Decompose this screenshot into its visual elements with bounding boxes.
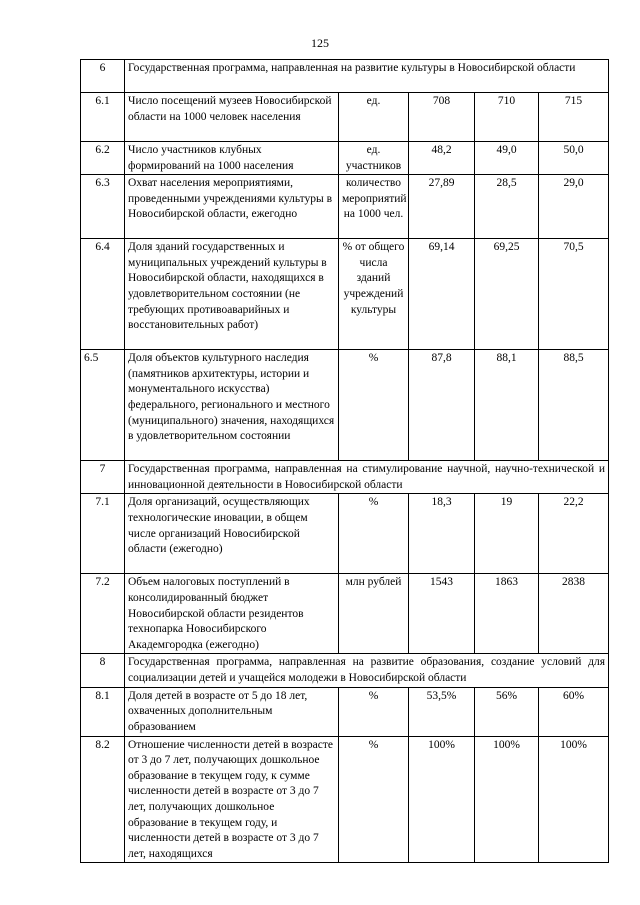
indicator-value-2: 710 xyxy=(475,93,539,142)
indicator-unit: % от общего числа зданий учреждений культуры xyxy=(339,239,409,350)
indicator-value-1: 1543 xyxy=(409,574,475,654)
indicator-name: Число посещений музеев Новосибирской области на 1000 человек населения xyxy=(125,93,339,142)
indicator-value-2: 49,0 xyxy=(475,142,539,175)
indicator-unit: ед. участников xyxy=(339,142,409,175)
row-number: 7.1 xyxy=(81,494,125,574)
indicator-name: Доля зданий государственных и муниципальных учреждений культуры в Новосибирской области, находящихся в удовлетворительном состоянии (не требующих противоаварийных и восстановительных работ) xyxy=(125,239,339,350)
indicators-table xyxy=(80,59,609,863)
indicator-value-3: 60% xyxy=(539,687,609,736)
indicator-value-1: 69,14 xyxy=(409,239,475,350)
indicator-unit: ед. xyxy=(339,93,409,142)
indicator-unit: % xyxy=(339,736,409,863)
indicator-value-2: 56% xyxy=(475,687,539,736)
indicator-unit: % xyxy=(339,494,409,574)
table-row xyxy=(81,654,609,687)
table-row xyxy=(81,350,609,461)
table-row xyxy=(81,687,609,736)
indicator-value-2: 1863 xyxy=(475,574,539,654)
indicator-value-3: 29,0 xyxy=(539,175,609,239)
indicator-unit: количество мероприятий на 1000 чел. xyxy=(339,175,409,239)
indicator-name: Число участников клубных формирований на 1000 населения xyxy=(125,142,339,175)
indicator-value-2: 19 xyxy=(475,494,539,574)
indicator-value-1: 100% xyxy=(409,736,475,863)
table-row xyxy=(81,494,609,574)
table-row xyxy=(81,142,609,175)
indicator-value-2: 28,5 xyxy=(475,175,539,239)
indicator-value-1: 48,2 xyxy=(409,142,475,175)
page-number: 125 xyxy=(311,36,329,50)
indicator-value-1: 18,3 xyxy=(409,494,475,574)
indicator-value-2: 100% xyxy=(475,736,539,863)
row-number: 6 xyxy=(81,60,125,93)
indicator-name: Доля объектов культурного наследия (памятников архитектуры, истории и монументального искусства) федерального, регионального и местного (муниципального) значения, находящихся в удовлетворительном состоянии xyxy=(125,350,339,461)
table-row xyxy=(81,93,609,142)
indicator-value-3: 100% xyxy=(539,736,609,863)
indicator-name: Охват населения мероприятиями, проведенными учреждениями культуры в Новосибирской области, ежегодно xyxy=(125,175,339,239)
table-row xyxy=(81,461,609,494)
indicator-value-3: 88,5 xyxy=(539,350,609,461)
indicator-value-2: 69,25 xyxy=(475,239,539,350)
row-number: 8 xyxy=(81,654,125,687)
indicator-unit: % xyxy=(339,687,409,736)
indicator-value-1: 53,5% xyxy=(409,687,475,736)
row-number: 7.2 xyxy=(81,574,125,654)
indicator-value-3: 70,5 xyxy=(539,239,609,350)
indicator-name: Объем налоговых поступлений в консолидированный бюджет Новосибирской области резидентов технопарка Новосибирского Академгородка (ежегодно) xyxy=(125,574,339,654)
row-number: 6.3 xyxy=(81,175,125,239)
program-title: Государственная программа, направленная на развитие культуры в Новосибирской области xyxy=(125,60,609,93)
indicator-value-1: 27,89 xyxy=(409,175,475,239)
indicator-value-3: 50,0 xyxy=(539,142,609,175)
indicator-value-1: 87,8 xyxy=(409,350,475,461)
indicator-name: Доля организаций, осуществляющих технологические иновации, в общем числе организаций Новосибирской области (ежегодно) xyxy=(125,494,339,574)
row-number: 6.2 xyxy=(81,142,125,175)
table-row xyxy=(81,239,609,350)
table-row xyxy=(81,574,609,654)
row-number: 8.1 xyxy=(81,687,125,736)
row-number: 8.2 xyxy=(81,736,125,863)
row-number: 6.1 xyxy=(81,93,125,142)
program-title: Государственная программа, направленная на стимулирование научной, научно-технической и инновационной деятельности в Новосибирской области xyxy=(125,461,609,494)
indicator-value-1: 708 xyxy=(409,93,475,142)
table-row xyxy=(81,175,609,239)
table-row xyxy=(81,60,609,93)
indicator-name: Доля детей в возрасте от 5 до 18 лет, охваченных дополнительным образованием xyxy=(125,687,339,736)
table-row xyxy=(81,736,609,863)
indicator-name: Отношение численности детей в возрасте от 3 до 7 лет, получающих дошкольное образование в текущем году, к сумме численности детей в возрасте от 3 до 7 лет, получающих дошкольное образование в текущем году, и численности детей в возрасте от 3 до 7 лет, находящихся xyxy=(125,736,339,863)
row-number: 7 xyxy=(81,461,125,494)
indicator-value-3: 715 xyxy=(539,93,609,142)
row-number: 6.5 xyxy=(81,350,125,461)
indicator-value-3: 22,2 xyxy=(539,494,609,574)
row-number: 6.4 xyxy=(81,239,125,350)
indicator-value-3: 2838 xyxy=(539,574,609,654)
indicator-unit: % xyxy=(339,350,409,461)
indicator-unit: млн рублей xyxy=(339,574,409,654)
indicator-value-2: 88,1 xyxy=(475,350,539,461)
program-title: Государственная программа, направленная на развитие образования, создание условий для социализации детей и учащейся молодежи в Новосибирской области xyxy=(125,654,609,687)
